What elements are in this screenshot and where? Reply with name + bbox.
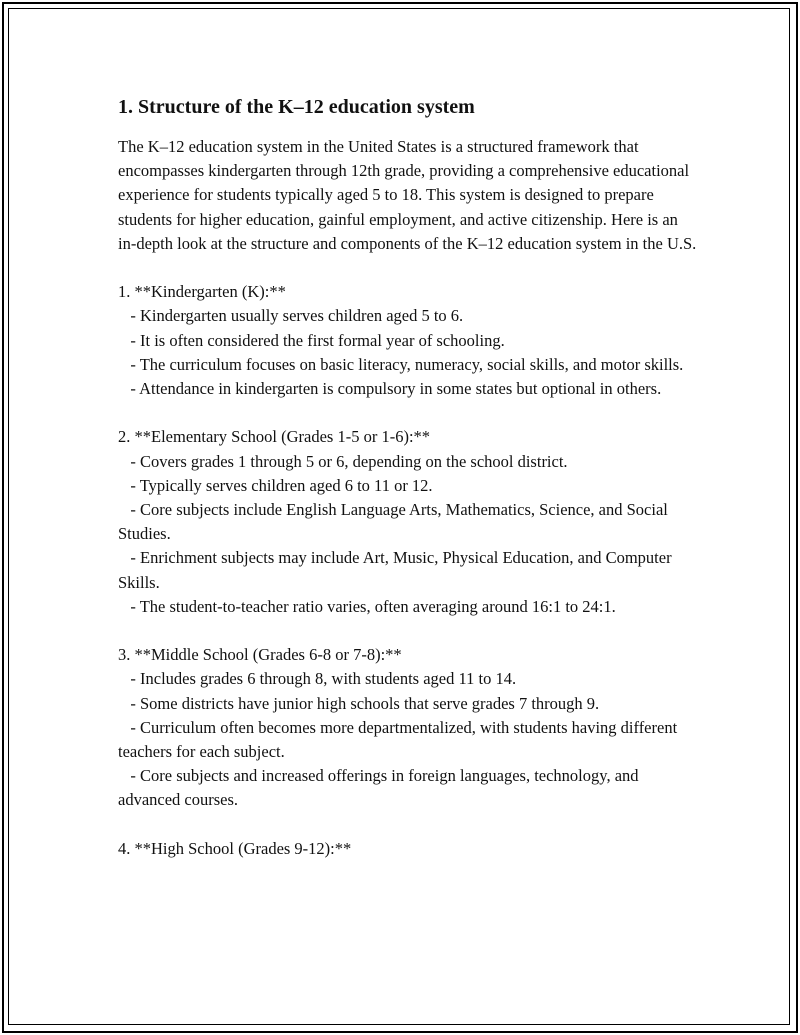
bullet-text: The curriculum focuses on basic literacy, numeracy, social skills, and motor skills. [139, 354, 684, 374]
bullet-marker: - [118, 548, 140, 568]
section [118, 425, 698, 619]
bullet-marker: - [118, 451, 140, 471]
bullet-marker: - [118, 330, 140, 350]
bullet-text: Covers grades 1 through 5 or 6, depending on the school district. [140, 451, 568, 471]
document-body [118, 94, 698, 861]
bullet-text: Core subjects and increased offerings in foreign languages, technology, and advanced courses. [118, 766, 639, 810]
bullet-item [118, 692, 698, 716]
bullet-marker: - [118, 717, 140, 737]
section-heading: 3. **Middle School (Grades 6-8 or 7-8):** [118, 645, 402, 665]
section-heading: 4. **High School (Grades 9-12):** [118, 838, 352, 858]
bullet-item [118, 667, 698, 691]
bullet-text: Some districts have junior high schools that serve grades 7 through 9. [140, 693, 600, 713]
bullet-marker: - [118, 693, 140, 713]
bullet-item [118, 546, 698, 594]
bullet-marker: - [118, 379, 140, 399]
bullet-item [118, 764, 698, 812]
section [118, 643, 698, 812]
document-title: 1. Structure of the K–12 education system [118, 96, 475, 118]
sections-container [118, 280, 698, 861]
bullet-text: Kindergarten usually serves children aged 5 to 6. [140, 306, 464, 326]
bullet-text: The student-to-teacher ratio varies, often averaging around 16:1 to 24:1. [139, 596, 616, 616]
bullet-marker: - [118, 306, 140, 326]
section [118, 837, 698, 861]
bullet-marker: - [118, 766, 140, 786]
bullet-marker: - [118, 500, 140, 520]
section [118, 280, 698, 401]
bullet-text: It is often considered the first formal year of schooling. [140, 330, 505, 350]
bullet-text: Attendance in kindergarten is compulsory in some states but optional in others. [139, 379, 662, 399]
bullet-item [118, 377, 698, 401]
bullet-item [118, 353, 698, 377]
bullet-item [118, 450, 698, 474]
bullet-item [118, 474, 698, 498]
bullet-text: Typically serves children aged 6 to 11 or 12. [139, 475, 433, 495]
section-heading: 2. **Elementary School (Grades 1-5 or 1-6):** [118, 427, 431, 447]
bullet-text: Curriculum often becomes more departmentalized, with students having different teachers for each subject. [118, 717, 678, 762]
bullet-item [118, 498, 698, 546]
bullet-item [118, 716, 698, 764]
bullet-item [118, 304, 698, 328]
bullet-item [118, 595, 698, 619]
bullet-text: Includes grades 6 through 8, with students aged 11 to 14. [140, 669, 517, 689]
bullet-item [118, 329, 698, 353]
section-heading: 1. **Kindergarten (K):** [118, 282, 286, 302]
intro-paragraph: The K–12 education system in the United States is a structured framework that encompasses kindergarten through 12th grade, providing a comprehensive educational experience for students typically aged 5 to 18. This system is designed to prepare students for higher education, gainful employment, and active citizenship. Here is an in-depth look at the structure and components of the K–12 education system in the U.S. [118, 137, 697, 253]
bullet-text: Enrichment subjects may include Art, Music, Physical Education, and Computer Skills. [118, 548, 672, 592]
bullet-marker: - [118, 475, 140, 495]
bullet-marker: - [118, 596, 140, 616]
bullet-marker: - [118, 669, 140, 689]
bullet-marker: - [118, 354, 140, 374]
bullet-text: Core subjects include English Language Arts, Mathematics, Science, and Social Studies. [118, 500, 668, 544]
